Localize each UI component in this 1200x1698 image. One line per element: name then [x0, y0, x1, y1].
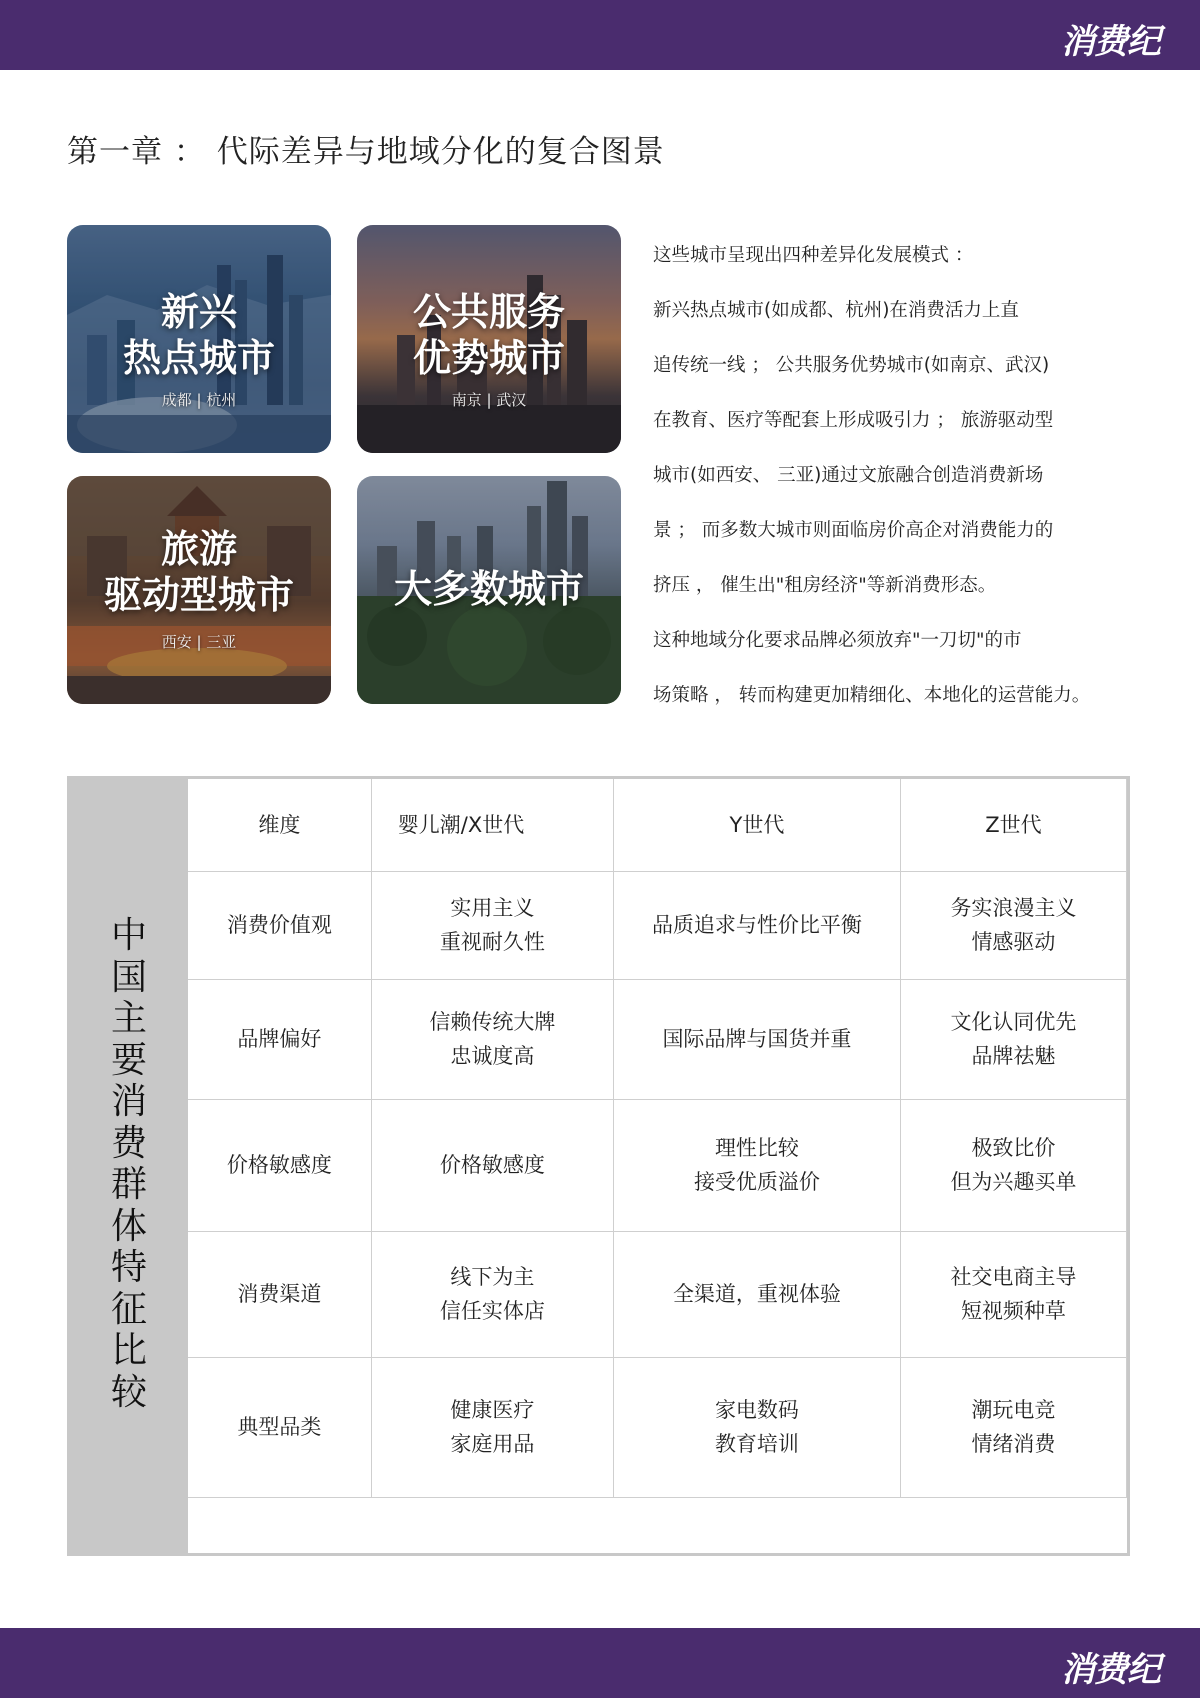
brand-logo: 消费纪: [1061, 22, 1160, 62]
table-cell: 信赖传统大牌 忠诚度高: [371, 979, 613, 1099]
table-cell: 实用主义 重视耐久性: [371, 871, 613, 979]
card-title: 旅游 驱动型城市: [103, 527, 294, 617]
city-card-emerging: [67, 225, 331, 453]
comparison-table: [67, 776, 1130, 1556]
table-cell: 务实浪漫主义 情感驱动: [900, 871, 1126, 979]
table-cell: 极致比价 但为兴趣买单: [900, 1099, 1126, 1231]
table-dimension-cell: 消费渠道: [188, 1231, 371, 1357]
brand-logo-footer: 消费纪: [1061, 1650, 1160, 1690]
table-row: [188, 1231, 1127, 1357]
table-cell: 家电数码 教育培训: [613, 1357, 900, 1497]
table-cell: 社交电商主导 短视频种草: [900, 1231, 1126, 1357]
card-subtitle: 西安 | 三亚: [161, 633, 237, 651]
chapter-title: 第一章 ： 代际差异与地域分化的复合图景: [67, 134, 665, 170]
city-card-majority: [357, 476, 621, 704]
table-dimension-cell: 典型品类: [188, 1357, 371, 1497]
table-cell: 国际品牌与国货并重: [613, 979, 900, 1099]
table-dimension-cell: 价格敏感度: [188, 1099, 371, 1231]
table-cell: 健康医疗 家庭用品: [371, 1357, 613, 1497]
table-row: [188, 1357, 1127, 1497]
table-dimension-cell: 品牌偏好: [188, 979, 371, 1099]
table-header-cell: Y世代: [613, 779, 900, 871]
table-header-cell: Z世代: [900, 779, 1126, 871]
header-bar: [0, 0, 1200, 70]
card-title: 公共服务 优势城市: [412, 290, 565, 380]
card-subtitle: 南京 | 武汉: [451, 391, 527, 409]
table-cell: 文化认同优先 品牌祛魅: [900, 979, 1126, 1099]
table-header-cell: 婴儿潮/X世代: [371, 779, 613, 871]
footer-bar: [0, 1628, 1200, 1698]
table-side-label: [70, 779, 188, 1553]
table-cell: 线下为主 信任实体店: [371, 1231, 613, 1357]
city-card-tourism: [67, 476, 331, 704]
table-cell: 全渠道，重视体验: [613, 1231, 900, 1357]
table-grid: [188, 779, 1127, 1498]
card-title: 新兴 热点城市: [122, 290, 275, 380]
table-header-row: [188, 779, 1127, 871]
table-row: [188, 979, 1127, 1099]
table-cell: 理性比较 接受优质溢价: [613, 1099, 900, 1231]
table-row: [188, 871, 1127, 979]
table-cell: 价格敏感度: [371, 1099, 613, 1231]
table-side-title: 中 国 主 要 消 费 群 体 特 征 比 较: [110, 915, 147, 1413]
table-cell: 潮玩电竞 情绪消费: [900, 1357, 1126, 1497]
card-subtitle: 成都 | 杭州: [161, 391, 237, 409]
city-card-public-service: [357, 225, 621, 453]
description-text: 这些城市呈现出四种差异化发展模式 ： 新兴热点城市(如成都、杭州)在消费活力上直 追传统一线 ； 公共服务优势城市(如南京、武汉) 在教育、医疗等配套上形成吸引力 ； 旅游驱动型 城市(如西安、 三亚)通过文旅融合创造消费新场 景 ； 而多数大城市则面临房价高企对消费能力的 挤压 ， 催生出"租房经济"等新消费形态。 这种地域分化要求品牌必须放弃"一刀切"的市 场策略 ， 转而构建更加精细化、本地化的运营能力。: [653, 245, 1091, 706]
table-dimension-cell: 消费价值观: [188, 871, 371, 979]
table-header-cell: 维度: [188, 779, 371, 871]
card-title: 大多数城市: [393, 567, 584, 611]
table-cell: 品质追求与性价比平衡: [613, 871, 900, 979]
table-row: [188, 1099, 1127, 1231]
